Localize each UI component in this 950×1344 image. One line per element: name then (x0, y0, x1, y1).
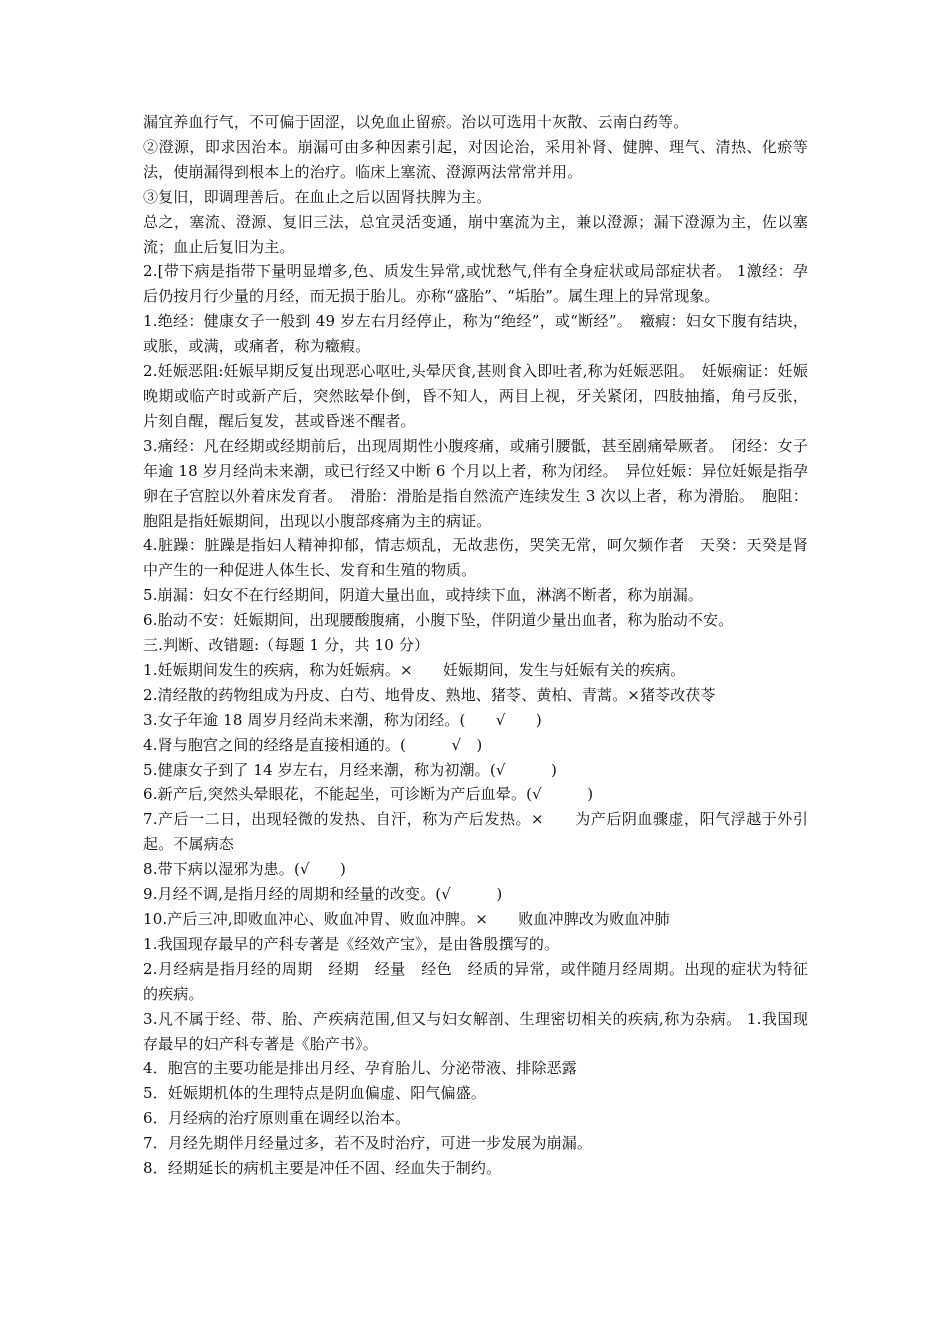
paragraph-28: 6．月经病的治疗原则重在调经以治本。 (143, 1109, 411, 1128)
paragraph-14: 2.清经散的药物组成为丹皮、白芍、地骨皮、熟地、猪苓、黄柏、青蒿。×猪苓改茯苓 (143, 685, 716, 704)
paragraph-27: 5．妊娠期机体的生理特点是阴血偏虚、阳气偏盛。 (143, 1084, 486, 1103)
paragraph-17: 5.健康女子到了 14 岁左右，月经来潮，称为初潮。(√ ) (143, 760, 557, 779)
paragraph-7: 2.妊娠恶阻:妊娠早期反复出现恶心呕吐,头晕厌食,甚则食入即吐者,称为妊娠恶阻。 妊娠痫证：妊娠晚期或临产时或新产后，突然眩晕仆倒，昏不知人，两目上视，牙关紧闭，四肢抽搐，角弓反张，片刻自醒，醒后复发，甚或昏迷不醒者。 (143, 362, 808, 430)
paragraph-15: 3.女子年逾 18 周岁月经尚未来潮，称为闭经。( √ ) (143, 710, 542, 729)
paragraph-30: 8．经期延长的病机主要是冲任不固、经血失于制约。 (143, 1159, 502, 1178)
paragraph-6: 1.绝经：健康女子一般到 49 岁左右月经停止，称为“绝经”，或“断经”。 癥瘕：妇女下腹有结块，或胀，或满，或痛者，称为癥瘕。 (143, 312, 808, 356)
paragraph-21: 9.月经不调,是指月经的周期和经量的改变。(√ ) (143, 885, 503, 904)
section-heading: 三.判断、改错题:（每题 1 分，共 10 分） (143, 636, 430, 655)
paragraph-26: 4．胞宫的主要功能是排出月经、孕育胎儿、分泌带液、排除恶露 (143, 1059, 577, 1078)
paragraph-24: 2.月经病是指月经的周期 经期 经量 经色 经质的异常，或伴随月经周期。出现的症状为特征的疾病。 (143, 959, 808, 1003)
paragraph-19: 7.产后一二日，出现轻微的发热、自汗，称为产后发热。× 为产后阴血骤虚，阳气浮越于外引起。不属病态 (143, 810, 808, 854)
paragraph-16: 4.肾与胞宫之间的经络是直接相通的。( √ ) (143, 735, 483, 754)
paragraph-4: 总之，塞流、澄源、复旧三法，总宜灵活变通，崩中塞流为主，兼以澄源；漏下澄源为主，佐以塞流；血止后复旧为主。 (143, 212, 808, 256)
paragraph-29: 7．月经先期伴月经量过多，若不及时治疗，可进一步发展为崩漏。 (143, 1134, 593, 1153)
paragraph-20: 8.带下病以湿邪为患。(√ ) (143, 860, 346, 879)
paragraph-3: ③复旧，即调理善后。在血止之后以固肾扶脾为主。 (143, 187, 492, 206)
paragraph-10: 5.崩漏：妇女不在行经期间，阴道大量出血，或持续下血，淋漓不断者，称为崩漏。 (143, 586, 704, 605)
paragraph-23: 1.我国现存最早的产科专著是《经效产宝》，是由昝殷撰写的。 (143, 934, 560, 953)
paragraph-2: ②澄源，即求因治本。崩漏可由多种因素引起，对因论治，采用补肾、健脾、理气、清热、化瘀等法，使崩漏得到根本上的治疗。临床上塞流、澄源两法常常并用。 (143, 137, 808, 181)
paragraph-18: 6.新产后,突然头晕眼花，不能起坐，可诊断为产后血晕。(√ ) (143, 785, 594, 804)
paragraph-13: 1.妊娠期间发生的疾病，称为妊娠病。× 妊娠期间，发生与妊娠有关的疾病。 (143, 660, 686, 679)
document-body (143, 110, 808, 1181)
paragraph-11: 6.胎动不安：妊娠期间，出现腰酸腹痛，小腹下坠，伴阴道少量出血者，称为胎动不安。 (143, 611, 734, 630)
paragraph-1: 漏宜养血行气，不可偏于固涩，以免血止留瘀。治以可选用十灰散、云南白药等。 (143, 113, 689, 131)
paragraph-8: 3.痛经：凡在经期或经期前后，出现周期性小腹疼痛，或痛引腰骶，甚至剧痛晕厥者。 闭经：女子年逾 18 岁月经尚未来潮，或已行经又中断 6 个月以上者，称为闭经。 异位妊娠：异位妊娠是指孕卵在子宫腔以外着床发育者。 滑胎：滑胎是指自然流产连续发生 3 次以上者，称为滑胎。 胞阻：胞阻是指妊娠期间，出现以小腹部疼痛为主的病证。 (143, 436, 808, 530)
paragraph-25: 3.凡不属于经、带、胎、产疾病范围,但又与妇女解剖、生理密切相关的疾病,称为杂病。 1.我国现存最早的妇产科专著是《胎产书》。 (143, 1009, 808, 1053)
paragraph-22: 10.产后三冲,即败血冲心、败血冲胃、败血冲脾。× 败血冲脾改为败血冲肺 (143, 910, 670, 928)
paragraph-5: 2.[带下病是指带下量明显增多,色、质发生异常,或忧愁气,伴有全身症状或局部症状者。 1激经：孕后仍按月行少量的月经，而无损于胎儿。亦称“盛胎”、“垢胎”。属生理上的异常现象。 (143, 262, 808, 306)
paragraph-9: 4.脏躁：脏躁是指妇人精神抑郁，情志烦乱，无故悲伤，哭笑无常，呵欠频作者 天癸：天癸是肾中产生的一种促进人体生长、发育和生殖的物质。 (143, 536, 808, 580)
